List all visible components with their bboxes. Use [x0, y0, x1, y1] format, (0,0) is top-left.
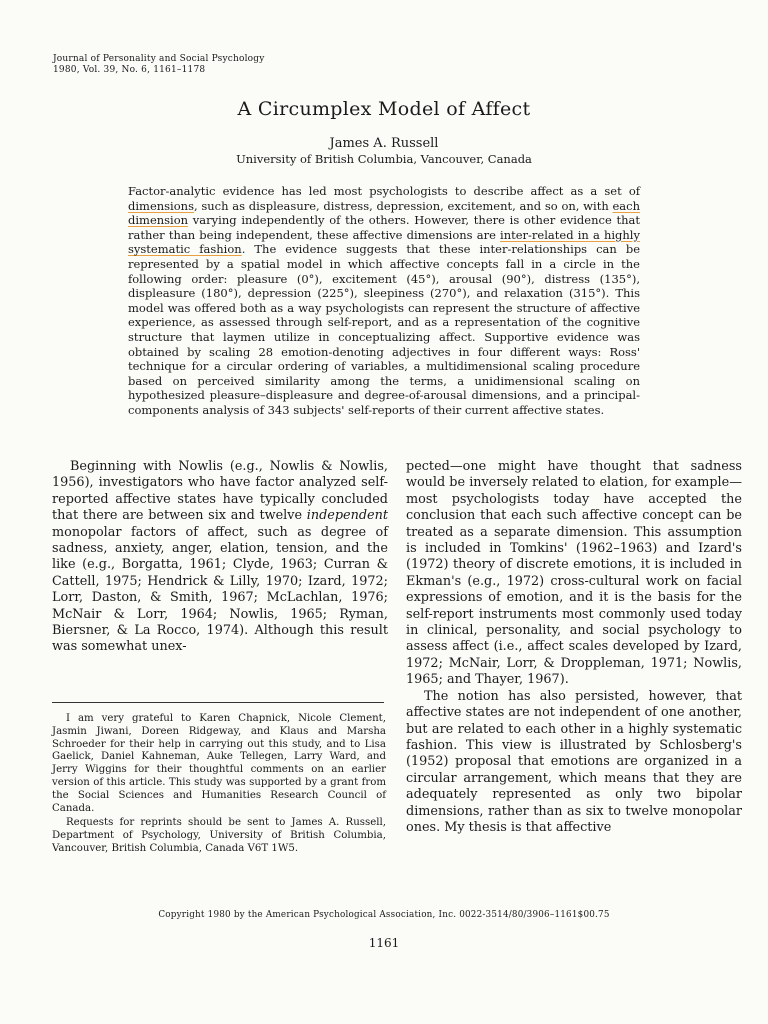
author-name: James A. Russell [329, 136, 439, 151]
body-paragraph: The notion has also persisted, however, that affective states are not independent of one another, but are related to each other in a highly systematic fashion. This view is illustrated by Schlosberg's (1952) proposal that emotions are organized in a circular arrangement, which means that they are adequately represented as only two bipolar dimensions, rather than as six to twelve monopolar ones. My thesis is that affective [406, 688, 742, 835]
footnote-acknowledgment: I am very grateful to Karen Chapnick, Nicole Clement, Jasmin Jiwani, Doreen Ridgeway, and Klaus and Marsha Schroeder for their help in carrying out this study, and to Lisa Gaelick, Daniel Kahneman, Auke Tellegen, Larry Ward, and Jerry Wiggins for their thoughtful comments on an earlier version of this article. This study was supported by a grant from the Social Sciences and Humanities Research Council of Canada. [52, 713, 386, 814]
footnote-reprints: Requests for reprints should be sent to James A. Russell, Department of Psychology, University of British Columbia, Vancouver, British Columbia, Canada V6T 1W5. [52, 817, 386, 854]
body-column-right [406, 459, 742, 836]
abstract-text: Factor-analytic evidence has led most psychologists to describe affect as a set of [128, 184, 640, 198]
footnote-divider [52, 702, 384, 703]
journal-citation [53, 54, 265, 76]
abstract-highlight: dimensions [128, 198, 194, 213]
page-number: 1161 [368, 936, 400, 950]
abstract-text: , such as displeasure, distress, depression, excitement, and so on, with [193, 198, 613, 213]
body-text: Beginning with Nowlis (e.g., Nowlis & Nowlis, 1956), investigators who have factor analyzed self-reported affective states have typically concluded that there are between six and twelve [52, 459, 388, 524]
author-affiliation: University of British Columbia, Vancouver, Canada [236, 152, 532, 166]
copyright-notice: Copyright 1980 by the American Psychological Association, Inc. 0022-3514/80/3906–1161$00.75 [158, 910, 610, 920]
article-title: A Circumplex Model of Affect [237, 98, 531, 120]
body-text: monopolar factors of affect, such as degree of sadness, anxiety, anger, elation, tension, and the like (e.g., Borgatta, 1961; Clyde, 1963; Curran & Cattell, 1975; Hendrick & Lilly, 1970; Izard, 1972; Lorr, Daston, & Smith, 1967; McLachlan, 1976; McNair & Lorr, 1964; Nowlis, 1965; Ryman, Biersner, & La Rocco, 1974). Although this result was somewhat unex- [52, 524, 388, 655]
body-paragraph: pected—one might have thought that sadness would be inversely related to elation, for example—most psychologists today have accepted the conclusion that each such affective concept can be treated as a separate dimension. This assumption is included in Tomkins' (1962–1963) and Izard's (1972) theory of discrete emotions, it is included in Ekman's (e.g., 1972) cross-cultural work on facial expressions of emotion, and it is the basis for the self-report instruments most commonly used today in clinical, personality, and social psychology to assess affect (i.e., affect scales developed by Izard, 1972; McNair, Lorr, & Droppleman, 1971; Nowlis, 1965; and Thayer, 1967). [406, 459, 742, 688]
body-paragraph [52, 459, 388, 656]
journal-volume: 1980, Vol. 39, No. 6, 1161–1178 [53, 65, 206, 75]
abstract-highlight: inter-related in a highly systematic fashion [128, 227, 640, 257]
journal-name: Journal of Personality and Social Psychology [53, 54, 265, 64]
abstract-text: . The evidence suggests that these inter-relationships can be represented by a spatial model in which affective concepts fall in a circle in the following order: pleasure (0°), excitement (45°), arousal (90°), distress (135°), displeasure (180°), depression (225°), sleepiness (270°), and relaxation (315°). This model was offered both as a way psychologists can represent the structure of affective experience, as assessed through self-report, and as a representation of the cognitive structure that laymen utilize in conceptualizing affect. Supportive evidence was obtained by scaling 28 emotion-denoting adjectives in four different ways: Ross' technique for a circular ordering of variables, a multidimensional scaling procedure based on perceived similarity among the terms, a unidimensional scaling on hypothesized pleasure–displeasure and degree-of-arousal dimensions, and a principal-components analysis of 343 subjects' self-reports of their current affective states. [128, 242, 641, 417]
footnote [52, 713, 386, 858]
abstract-highlight: each dimension [128, 198, 640, 228]
abstract-text: varying independently of the others. However, there is other evidence that rather than being independent, these affective dimensions are [128, 213, 640, 242]
emphasis-text: independent [306, 508, 388, 524]
abstract [128, 184, 640, 418]
body-column-left [52, 459, 388, 656]
